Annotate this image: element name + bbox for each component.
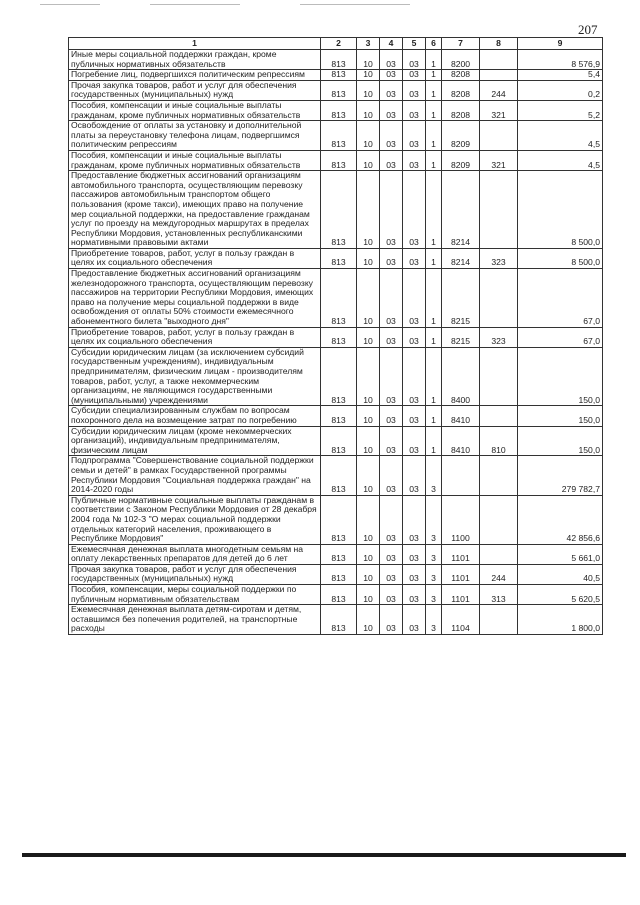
row-code-c2: 813 [321,269,357,328]
row-code-c8 [480,269,518,328]
row-code-c4: 03 [380,544,403,564]
row-code-c3: 10 [357,605,380,635]
row-code-c5: 03 [403,100,426,120]
row-description: Прочая закупка товаров, работ и услуг для обеспечения государственных (муниципальных) нужд [69,564,321,584]
row-code-c2: 813 [321,70,357,81]
row-code-c8: 810 [480,426,518,456]
row-code-c3: 10 [357,585,380,605]
row-code-c2: 813 [321,150,357,170]
row-code-c5: 03 [403,426,426,456]
table-row [69,150,603,170]
row-amount: 67,0 [518,327,603,347]
row-code-c2: 813 [321,80,357,100]
row-code-c6: 3 [426,544,442,564]
row-code-c2: 813 [321,248,357,268]
row-amount: 4,5 [518,150,603,170]
bottom-rule [22,853,626,857]
table-row [69,80,603,100]
row-code-c3: 10 [357,50,380,70]
row-amount: 42 856,6 [518,495,603,544]
budget-table [68,37,603,635]
row-code-c5: 03 [403,269,426,328]
table-body [69,50,603,635]
row-amount: 8 576,9 [518,50,603,70]
row-code-c7: 1104 [442,605,480,635]
row-code-c8 [480,171,518,249]
column-header: 8 [480,38,518,50]
row-amount: 5 661,0 [518,544,603,564]
column-header: 4 [380,38,403,50]
row-description: Предоставление бюджетных ассигнований организациям железнодорожного транспорта, осуществляющим перевозку пассажиров на территории Республики Мордовия, имеющих право на получение меры социальной поддержки в виде освобождения от оплаты 50% стоимости ежемесячного абонементного билета "выходного дня" [69,269,321,328]
row-description: Ежемесячная денежная выплата многодетным семьям на оплату лекарственных препаратов для детей до 6 лет [69,544,321,564]
row-code-c4: 03 [380,248,403,268]
row-code-c2: 813 [321,456,357,495]
table-row [69,544,603,564]
row-code-c8: 323 [480,248,518,268]
row-code-c6: 3 [426,564,442,584]
row-amount: 67,0 [518,269,603,328]
row-code-c5: 03 [403,347,426,406]
row-description: Предоставление бюджетных ассигнований организациям автомобильного транспорта, осуществляющим перевозку пассажиров автомобильным транспортом общего пользования (кроме такси), имеющих право на получение мер социальной поддержки, на предоставление гражданам услуг по проезду на междугородных маршрутах в пределах Республики Мордовия, установленных республиканскими нормативными правовыми актами [69,171,321,249]
row-code-c7: 8410 [442,426,480,456]
row-code-c7: 8209 [442,121,480,151]
row-amount: 1 800,0 [518,605,603,635]
row-code-c3: 10 [357,248,380,268]
row-code-c6: 1 [426,70,442,81]
row-code-c5: 03 [403,327,426,347]
row-amount: 8 500,0 [518,171,603,249]
table-row [69,121,603,151]
column-header: 7 [442,38,480,50]
row-description: Субсидии юридическим лицам (за исключением субсидий государственным учреждениям), индивидуальным предпринимателям, физическим лицам - производителям товаров, работ, услуг, а также некоммерческим организациям, не являющимся государственными (муниципальными) учреждениями [69,347,321,406]
row-code-c6: 1 [426,426,442,456]
row-code-c6: 1 [426,248,442,268]
row-code-c4: 03 [380,80,403,100]
row-code-c3: 10 [357,327,380,347]
row-code-c7: 8214 [442,248,480,268]
table-row [69,327,603,347]
row-code-c6: 1 [426,171,442,249]
row-code-c8: 313 [480,585,518,605]
row-description: Приобретение товаров, работ, услуг в пользу граждан в целях их социального обеспечения [69,327,321,347]
row-code-c8: 321 [480,100,518,120]
row-amount: 150,0 [518,406,603,426]
row-code-c7: 1101 [442,544,480,564]
row-code-c6: 1 [426,347,442,406]
table-row [69,50,603,70]
table-header [69,38,603,50]
row-code-c5: 03 [403,121,426,151]
column-header: 3 [357,38,380,50]
row-code-c3: 10 [357,495,380,544]
table-row [69,406,603,426]
row-code-c4: 03 [380,564,403,584]
row-code-c5: 03 [403,171,426,249]
row-code-c5: 03 [403,248,426,268]
row-description: Приобретение товаров, работ, услуг в пользу граждан в целях их социального обеспечения [69,248,321,268]
row-code-c5: 03 [403,150,426,170]
row-code-c6: 1 [426,80,442,100]
row-code-c7: 8200 [442,50,480,70]
column-header: 5 [403,38,426,50]
row-code-c4: 03 [380,50,403,70]
row-code-c5: 03 [403,406,426,426]
row-description: Освобождение от оплаты за установку и дополнительной платы за переустановку телефона лицам, подвергшимся политическим репрессиям [69,121,321,151]
row-code-c5: 03 [403,70,426,81]
row-description: Прочая закупка товаров, работ и услуг для обеспечения государственных (муниципальных) нужд [69,80,321,100]
row-code-c8 [480,406,518,426]
row-code-c7: 8208 [442,80,480,100]
row-code-c2: 813 [321,564,357,584]
row-code-c5: 03 [403,495,426,544]
row-code-c4: 03 [380,495,403,544]
table-row [69,456,603,495]
row-code-c7: 8208 [442,100,480,120]
row-code-c2: 813 [321,426,357,456]
row-code-c4: 03 [380,327,403,347]
row-code-c4: 03 [380,585,403,605]
row-code-c6: 3 [426,456,442,495]
row-code-c3: 10 [357,100,380,120]
row-amount: 150,0 [518,426,603,456]
row-code-c2: 813 [321,100,357,120]
row-description: Иные меры социальной поддержки граждан, кроме публичных нормативных обязательств [69,50,321,70]
row-code-c7: 8209 [442,150,480,170]
row-code-c4: 03 [380,70,403,81]
row-code-c2: 813 [321,121,357,151]
row-code-c7 [442,456,480,495]
row-code-c8: 244 [480,80,518,100]
row-code-c4: 03 [380,426,403,456]
table-row [69,70,603,81]
row-code-c3: 10 [357,406,380,426]
row-code-c5: 03 [403,544,426,564]
row-code-c3: 10 [357,269,380,328]
row-code-c6: 3 [426,495,442,544]
row-code-c2: 813 [321,347,357,406]
row-description: Погребение лиц, подвергшихся политическим репрессиям [69,70,321,81]
row-code-c4: 03 [380,171,403,249]
row-amount: 5,2 [518,100,603,120]
row-amount: 0,2 [518,80,603,100]
table-row [69,605,603,635]
row-code-c8 [480,605,518,635]
table-row [69,585,603,605]
row-code-c6: 1 [426,327,442,347]
row-code-c8 [480,50,518,70]
row-code-c4: 03 [380,150,403,170]
row-code-c3: 10 [357,564,380,584]
row-code-c6: 1 [426,50,442,70]
row-code-c3: 10 [357,80,380,100]
row-amount: 40,5 [518,564,603,584]
row-description: Публичные нормативные социальные выплаты гражданам в соответствии с Законом Республики Мордовия от 28 декабря 2004 года № 102-З "О мерах социальной поддержки отдельных категорий населения, проживающего в Республике Мордовия" [69,495,321,544]
row-code-c4: 03 [380,456,403,495]
row-code-c7: 8215 [442,327,480,347]
scan-artifact [150,4,240,5]
column-header: 2 [321,38,357,50]
table-row [69,248,603,268]
scan-artifact [300,4,410,5]
row-code-c3: 10 [357,347,380,406]
row-code-c6: 3 [426,585,442,605]
row-code-c2: 813 [321,406,357,426]
table-row [69,269,603,328]
row-code-c3: 10 [357,426,380,456]
row-code-c4: 03 [380,347,403,406]
row-code-c7: 1100 [442,495,480,544]
scan-artifact [40,4,100,5]
row-code-c3: 10 [357,121,380,151]
column-header: 6 [426,38,442,50]
row-code-c7: 8215 [442,269,480,328]
row-code-c8: 321 [480,150,518,170]
row-code-c4: 03 [380,406,403,426]
row-code-c4: 03 [380,121,403,151]
row-description: Субсидии юридическим лицам (кроме некоммерческих организаций), индивидуальным предпринимателям, физическим лицам [69,426,321,456]
row-code-c5: 03 [403,564,426,584]
row-description: Подпрограмма "Совершенствование социальной поддержки семьи и детей" в рамках Государственной программы Республики Мордовия "Социальная поддержка граждан" на 2014-2020 годы [69,456,321,495]
row-description: Пособия, компенсации и иные социальные выплаты гражданам, кроме публичных нормативных обязательств [69,150,321,170]
row-code-c4: 03 [380,605,403,635]
table-row [69,426,603,456]
column-header: 9 [518,38,603,50]
table-row [69,347,603,406]
row-code-c7: 8208 [442,70,480,81]
row-code-c6: 1 [426,150,442,170]
row-description: Субсидии специализированным службам по вопросам похоронного дела на возмещение затрат по погребению [69,406,321,426]
row-code-c6: 3 [426,605,442,635]
row-code-c7: 1101 [442,585,480,605]
row-code-c7: 8214 [442,171,480,249]
row-code-c2: 813 [321,544,357,564]
column-header: 1 [69,38,321,50]
row-code-c3: 10 [357,70,380,81]
row-amount: 150,0 [518,347,603,406]
row-code-c2: 813 [321,585,357,605]
row-code-c8 [480,121,518,151]
row-code-c3: 10 [357,171,380,249]
row-code-c7: 8410 [442,406,480,426]
row-amount: 4,5 [518,121,603,151]
row-code-c6: 1 [426,269,442,328]
row-code-c5: 03 [403,456,426,495]
page-number: 207 [578,22,598,37]
row-description: Пособия, компенсации и иные социальные выплаты гражданам, кроме публичных нормативных обязательств [69,100,321,120]
row-code-c8 [480,347,518,406]
table-row [69,100,603,120]
row-amount: 279 782,7 [518,456,603,495]
row-code-c6: 1 [426,121,442,151]
row-code-c8 [480,70,518,81]
row-amount: 8 500,0 [518,248,603,268]
row-code-c5: 03 [403,585,426,605]
table-row [69,495,603,544]
row-code-c6: 1 [426,100,442,120]
row-code-c5: 03 [403,80,426,100]
row-code-c8: 244 [480,564,518,584]
row-code-c4: 03 [380,269,403,328]
table-row [69,564,603,584]
row-code-c3: 10 [357,456,380,495]
row-code-c3: 10 [357,544,380,564]
row-code-c8 [480,495,518,544]
row-code-c8 [480,456,518,495]
row-code-c8: 323 [480,327,518,347]
row-amount: 5,4 [518,70,603,81]
row-description: Ежемесячная денежная выплата детям-сиротам и детям, оставшимся без попечения родителей, на транспортные расходы [69,605,321,635]
table-row [69,171,603,249]
row-code-c2: 813 [321,50,357,70]
row-code-c7: 8400 [442,347,480,406]
row-code-c5: 03 [403,50,426,70]
row-code-c2: 813 [321,495,357,544]
row-code-c7: 1101 [442,564,480,584]
row-code-c2: 813 [321,605,357,635]
row-code-c2: 813 [321,327,357,347]
row-description: Пособия, компенсации, меры социальной поддержки по публичным нормативным обязательствам [69,585,321,605]
row-code-c6: 1 [426,406,442,426]
row-amount: 5 620,5 [518,585,603,605]
row-code-c2: 813 [321,171,357,249]
row-code-c3: 10 [357,150,380,170]
row-code-c8 [480,544,518,564]
row-code-c4: 03 [380,100,403,120]
row-code-c5: 03 [403,605,426,635]
